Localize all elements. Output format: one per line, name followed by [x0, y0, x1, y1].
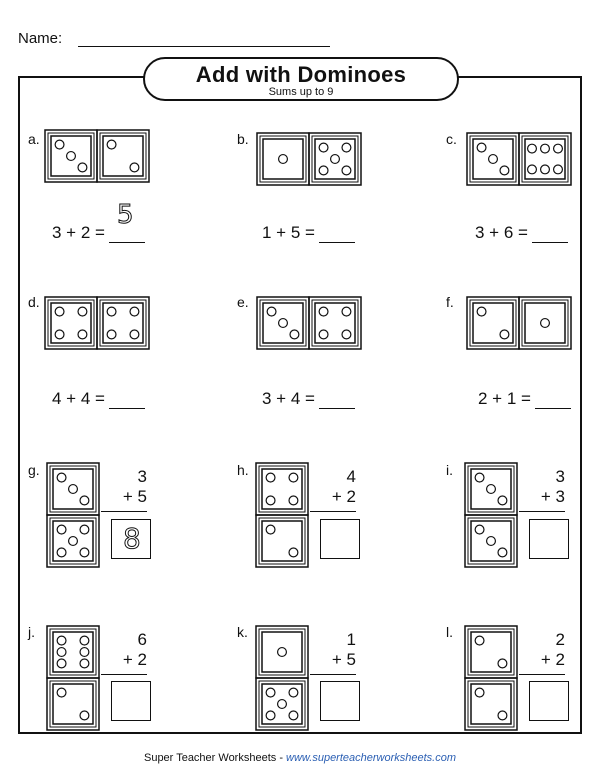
pip	[57, 525, 66, 534]
pip	[278, 700, 287, 709]
pip	[487, 485, 496, 494]
vertical-sum-l	[519, 630, 565, 675]
equation-e	[262, 389, 355, 409]
domino-bottom-half	[465, 515, 517, 567]
domino-i	[464, 462, 518, 573]
addend-1: 3	[555, 467, 565, 486]
pip	[267, 307, 276, 316]
pip	[55, 330, 64, 339]
domino-left-half	[467, 297, 519, 349]
pip	[80, 525, 89, 534]
page-subtitle: Sums up to 9	[268, 86, 334, 98]
answer-box-k[interactable]	[320, 681, 360, 721]
equation-c	[475, 223, 568, 243]
pip	[57, 548, 66, 557]
domino-top-half	[256, 463, 308, 515]
pip	[541, 144, 550, 153]
pip	[319, 307, 328, 316]
domino-j	[46, 625, 100, 736]
pip	[487, 537, 496, 546]
pip	[289, 688, 298, 697]
pip	[80, 648, 89, 657]
domino-drawing	[466, 296, 572, 350]
problem-label-h: h.	[237, 462, 249, 478]
pip	[331, 155, 340, 164]
equation-b	[262, 223, 355, 243]
pip	[475, 636, 484, 645]
pip	[57, 636, 66, 645]
equation-text: 3 + 4 =	[262, 389, 315, 408]
pip	[319, 330, 328, 339]
domino-drawing	[255, 625, 309, 731]
pip	[289, 711, 298, 720]
pip	[266, 473, 275, 482]
pip	[489, 155, 498, 164]
pip	[67, 152, 76, 161]
domino-b	[256, 132, 362, 191]
domino-bottom-half	[47, 678, 99, 730]
pip	[319, 166, 328, 175]
addend-1: 2	[555, 630, 565, 649]
addend-2: + 5	[331, 650, 356, 669]
pip	[55, 140, 64, 149]
domino-drawing	[46, 462, 100, 568]
pip	[475, 688, 484, 697]
pip	[498, 548, 507, 557]
domino-e	[256, 296, 362, 355]
answer-box-l[interactable]	[529, 681, 569, 721]
addend-2: + 2	[122, 650, 147, 669]
pip	[475, 473, 484, 482]
answer-box-g[interactable]	[111, 519, 151, 559]
domino-drawing	[256, 132, 362, 186]
pip	[130, 330, 139, 339]
answer-blank[interactable]	[535, 390, 571, 409]
equation-a	[52, 200, 145, 243]
pip	[498, 711, 507, 720]
domino-bottom-half	[256, 515, 308, 567]
problem-label-c: c.	[446, 131, 457, 147]
pip	[78, 163, 87, 172]
addend-1: 1	[346, 630, 356, 649]
pip	[541, 319, 550, 328]
domino-top-half	[465, 626, 517, 678]
domino-g	[46, 462, 100, 573]
pip	[107, 307, 116, 316]
pip	[290, 330, 299, 339]
sum-line	[519, 511, 565, 512]
pip	[500, 330, 509, 339]
pip	[475, 525, 484, 534]
domino-right-half	[309, 133, 361, 185]
name-label: Name:	[18, 30, 63, 47]
domino-drawing	[44, 129, 150, 183]
pip	[130, 307, 139, 316]
title-banner	[143, 57, 459, 101]
pip	[107, 330, 116, 339]
equation-text: 4 + 4 =	[52, 389, 105, 408]
pip	[279, 319, 288, 328]
pip	[57, 688, 66, 697]
sum-line	[310, 674, 356, 675]
domino-left-half	[257, 297, 309, 349]
problem-label-a: a.	[28, 131, 40, 147]
pip	[500, 166, 509, 175]
pip	[289, 473, 298, 482]
pip	[289, 548, 298, 557]
answer-blank[interactable]	[109, 390, 145, 409]
pip	[554, 144, 563, 153]
pip	[266, 525, 275, 534]
problem-label-f: f.	[446, 294, 454, 310]
domino-drawing	[256, 296, 362, 350]
equation-d	[52, 389, 145, 409]
traced-answer: 8	[123, 522, 141, 555]
footer	[0, 752, 600, 764]
pip	[342, 330, 351, 339]
answer-box-j[interactable]	[111, 681, 151, 721]
pip	[80, 548, 89, 557]
answer-box-i[interactable]	[529, 519, 569, 559]
domino-drawing	[255, 462, 309, 568]
domino-top-half	[47, 626, 99, 678]
domino-drawing	[464, 462, 518, 568]
pip	[78, 307, 87, 316]
addend-2: + 2	[331, 487, 356, 506]
pip	[57, 648, 66, 657]
pip	[498, 496, 507, 505]
pip	[107, 140, 116, 149]
pip	[57, 473, 66, 482]
domino-drawing	[44, 296, 150, 350]
problem-label-i: i.	[446, 462, 453, 478]
pip	[130, 163, 139, 172]
domino-right-half	[519, 297, 571, 349]
pip	[69, 537, 78, 546]
domino-left-half	[45, 297, 97, 349]
pip	[266, 688, 275, 697]
pip	[541, 165, 550, 174]
pip	[289, 496, 298, 505]
domino-a	[44, 129, 150, 188]
domino-right-half	[519, 133, 571, 185]
pip	[498, 659, 507, 668]
answer-blank[interactable]	[109, 200, 145, 243]
pip	[69, 485, 78, 494]
problem-label-k: k.	[237, 624, 248, 640]
pip	[278, 648, 287, 657]
domino-top-half	[256, 626, 308, 678]
sum-line	[310, 511, 356, 512]
pip	[528, 165, 537, 174]
domino-k	[255, 625, 309, 736]
domino-right-half	[97, 297, 149, 349]
footer-link[interactable]: www.superteacherworksheets.com	[286, 752, 457, 764]
sum-line	[519, 674, 565, 675]
domino-c	[466, 132, 572, 191]
domino-drawing	[466, 132, 572, 186]
domino-right-half	[97, 130, 149, 182]
sum-line	[101, 511, 147, 512]
domino-right-half	[309, 297, 361, 349]
addend-2: + 5	[122, 487, 147, 506]
pip	[554, 165, 563, 174]
problem-label-j: j.	[28, 624, 35, 640]
problem-label-g: g.	[28, 462, 40, 478]
pip	[266, 711, 275, 720]
domino-d	[44, 296, 150, 355]
problem-label-d: d.	[28, 294, 40, 310]
domino-left-half	[45, 130, 97, 182]
domino-bottom-half	[465, 678, 517, 730]
pip	[80, 636, 89, 645]
answer-blank[interactable]	[319, 224, 355, 243]
addend-1: 6	[137, 630, 147, 649]
pip	[319, 143, 328, 152]
domino-top-half	[465, 463, 517, 515]
page-title: Add with Dominoes	[195, 62, 407, 87]
pip	[279, 155, 288, 164]
vertical-sum-h	[310, 467, 356, 512]
traced-answer: 5	[116, 200, 134, 230]
domino-l	[464, 625, 518, 736]
equation-text: 3 + 2 =	[52, 223, 105, 242]
pip	[57, 659, 66, 668]
vertical-sum-j	[101, 630, 147, 675]
pip	[266, 496, 275, 505]
answer-blank[interactable]	[319, 390, 355, 409]
domino-f	[466, 296, 572, 355]
equation-text: 2 + 1 =	[478, 389, 531, 408]
answer-box-h[interactable]	[320, 519, 360, 559]
answer-blank[interactable]	[532, 224, 568, 243]
vertical-sum-k	[310, 630, 356, 675]
pip	[80, 496, 89, 505]
pip	[80, 711, 89, 720]
pip	[342, 166, 351, 175]
problem-label-e: e.	[237, 294, 249, 310]
domino-drawing	[46, 625, 100, 731]
domino-left-half	[257, 133, 309, 185]
equation-f	[478, 389, 571, 409]
vertical-sum-g	[101, 467, 147, 512]
domino-bottom-half	[47, 515, 99, 567]
problem-label-b: b.	[237, 131, 249, 147]
equation-text: 1 + 5 =	[262, 223, 315, 242]
addend-2: + 2	[540, 650, 565, 669]
problem-label-l: l.	[446, 624, 453, 640]
domino-top-half	[47, 463, 99, 515]
name-line[interactable]	[78, 46, 330, 47]
vertical-sum-i	[519, 467, 565, 512]
pip	[528, 144, 537, 153]
pip	[55, 307, 64, 316]
addend-2: + 3	[540, 487, 565, 506]
domino-bottom-half	[256, 678, 308, 730]
addend-1: 3	[137, 467, 147, 486]
addend-1: 4	[346, 467, 356, 486]
footer-brand: Super Teacher Worksheets -	[143, 752, 287, 764]
pip	[342, 143, 351, 152]
domino-drawing	[464, 625, 518, 731]
pip	[477, 307, 486, 316]
sum-line	[101, 674, 147, 675]
equation-text: 3 + 6 =	[475, 223, 528, 242]
pip	[80, 659, 89, 668]
domino-h	[255, 462, 309, 573]
pip	[477, 143, 486, 152]
domino-left-half	[467, 133, 519, 185]
pip	[78, 330, 87, 339]
pip	[342, 307, 351, 316]
